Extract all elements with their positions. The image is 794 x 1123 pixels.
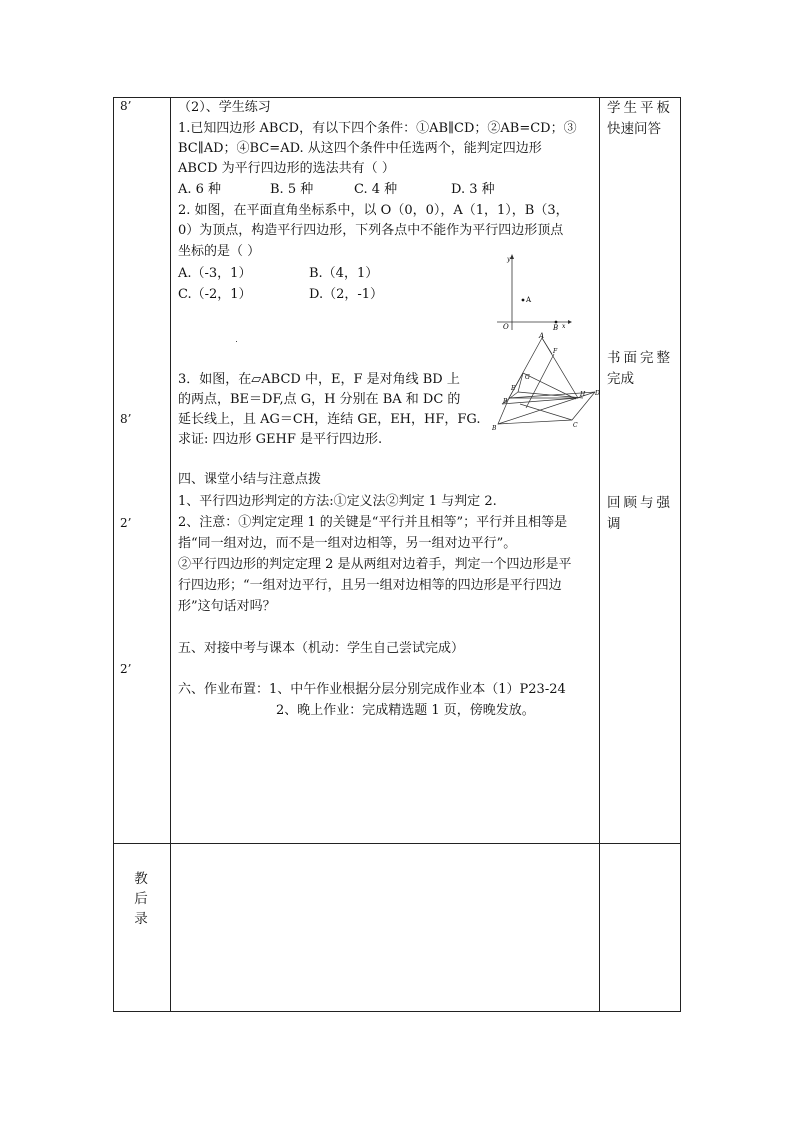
time-label-4: 2’ [120,662,132,676]
note-review-emphasize-1: 回顾与强 [607,495,673,511]
y-axis-arrow [510,254,514,259]
stray-dot [236,341,237,342]
coordinate-figure [494,252,574,332]
point-b [555,321,558,324]
summary-title: 四、课堂小结与注意点拨 [178,472,322,487]
table-bottom-border [113,1011,681,1012]
time-label-2: 8’ [120,412,132,426]
summary-line-6: 形”这句话对吗？ [178,599,276,614]
big-triangle [509,338,578,398]
fig2-label-e: E [511,385,516,392]
q2-option-a: A.（-3，1） [178,266,252,281]
q3-line-1: 3．如图，在▱ABCD 中，E，F 是对角线 BD 上 [178,372,460,387]
segment-e-h [518,392,583,398]
q2-line-2: 0）为顶点，构造平行四边形，下列各点中不能作为平行四边形顶点 [178,223,564,238]
fig2-label-a: A [539,332,545,340]
q3-line-3: 延长线上，且 AG＝CH，连结 GE，EH，HF，FG. [178,412,481,427]
note-written-complete-2: 完成 [607,371,634,387]
q1-option-d: D. 3 种 [451,182,495,197]
fig2-label-c: C [573,422,578,429]
segment-e-c [520,404,572,420]
reflection-label-3: 录 [134,911,148,927]
table-row-divider [113,843,681,844]
q1-line-3: ABCD 为平行四边形的选法共有（ ） [178,161,395,176]
q2-line-3: 坐标的是（ ） [178,244,261,259]
segment-af [542,338,552,354]
fig2-label-b-lower: B [492,425,497,432]
note-tablet-quick-answer-1: 学生平板 [607,100,673,116]
q2-option-c: C.（-2，1） [178,287,252,302]
fig2-label-b-upper: B [503,398,508,405]
q1-option-c: C. 4 种 [354,182,398,197]
table-col-divider-2 [599,97,600,1012]
summary-line-4: ②平行四边形的判定定理 2 是从两组对边着手，判定一个四边形是平 [178,557,572,572]
q1-line-1: 1.已知四边形 ABCD，有以下四个条件：①AB∥CD；②AB=CD；③ [178,121,577,136]
label-x: x [562,323,566,330]
fig2-label-d: D [595,390,600,397]
section-5-title: 五、对接中考与课本（机动：学生自己尝试完成） [178,641,465,656]
table-left-border [113,97,114,1012]
reflection-label-1: 教 [134,871,148,887]
summary-line-5: 行四边形；“一组对边平行，且另一组对边相等的四边形是平行四边 [178,578,562,593]
table-right-border [680,97,681,1012]
summary-line-3: 指“同一组对边，而不是一组对边相等，另一组对边平行”。 [178,536,517,551]
table-col-divider-1 [170,97,171,1012]
parallelogram-figure [492,332,602,434]
time-label-1: 8’ [120,99,132,113]
summary-line-2: 2、注意：①判定定理 1 的关键是“平行并且相等”；平行并且相等是 [178,515,568,530]
label-o: O [503,323,509,331]
label-a: A [526,296,532,304]
section-title-practice: （2）、学生练习 [178,100,271,115]
note-tablet-quick-answer-2: 快速问答 [607,121,661,137]
segment-g-e [518,373,523,392]
point-a [522,299,525,302]
fig2-label-h: H [580,391,586,398]
fig2-label-f: F [553,348,558,355]
segment-b-f [502,398,578,404]
q1-option-a: A. 6 种 [178,182,222,197]
reflection-label-2: 后 [134,891,148,907]
q1-line-2: BC∥AD；④BC=AD. 从这四个条件中任选两个，能判定四边形 [178,141,542,156]
q1-option-b: B. 5 种 [270,182,314,197]
homework-line-1: 六、作业布置：1、中午作业根据分层分别完成作业本（1）P23-24 [178,682,566,697]
table-top-border [113,97,681,98]
x-axis-arrow [568,320,572,324]
q3-line-4: 求证: 四边形 GEHF 是平行四边形. [178,432,383,447]
note-review-emphasize-2: 调 [607,516,624,532]
summary-line-1: 1、平行四边形判定的方法:①定义法②判定 1 与判定 2. [178,494,497,509]
note-written-complete-1: 书面完整 [607,350,673,366]
label-y: y [507,256,511,263]
q3-line-2: 的两点，BE＝DF,点 G，H 分别在 BA 和 DC 的 [178,392,461,407]
q2-option-b: B.（4，1） [309,266,379,281]
q2-option-d: D.（2，-1） [309,287,384,302]
homework-line-2: 2、晚上作业：完成精选题 1 页，傍晚发放。 [276,703,535,718]
label-b: B [553,324,559,332]
fig2-label-g: G [525,374,530,381]
q2-line-1: 2. 如图，在平面直角坐标系中，以 O（0，0），A（1，1），B（3， [178,203,569,218]
time-label-3: 2’ [120,516,132,530]
